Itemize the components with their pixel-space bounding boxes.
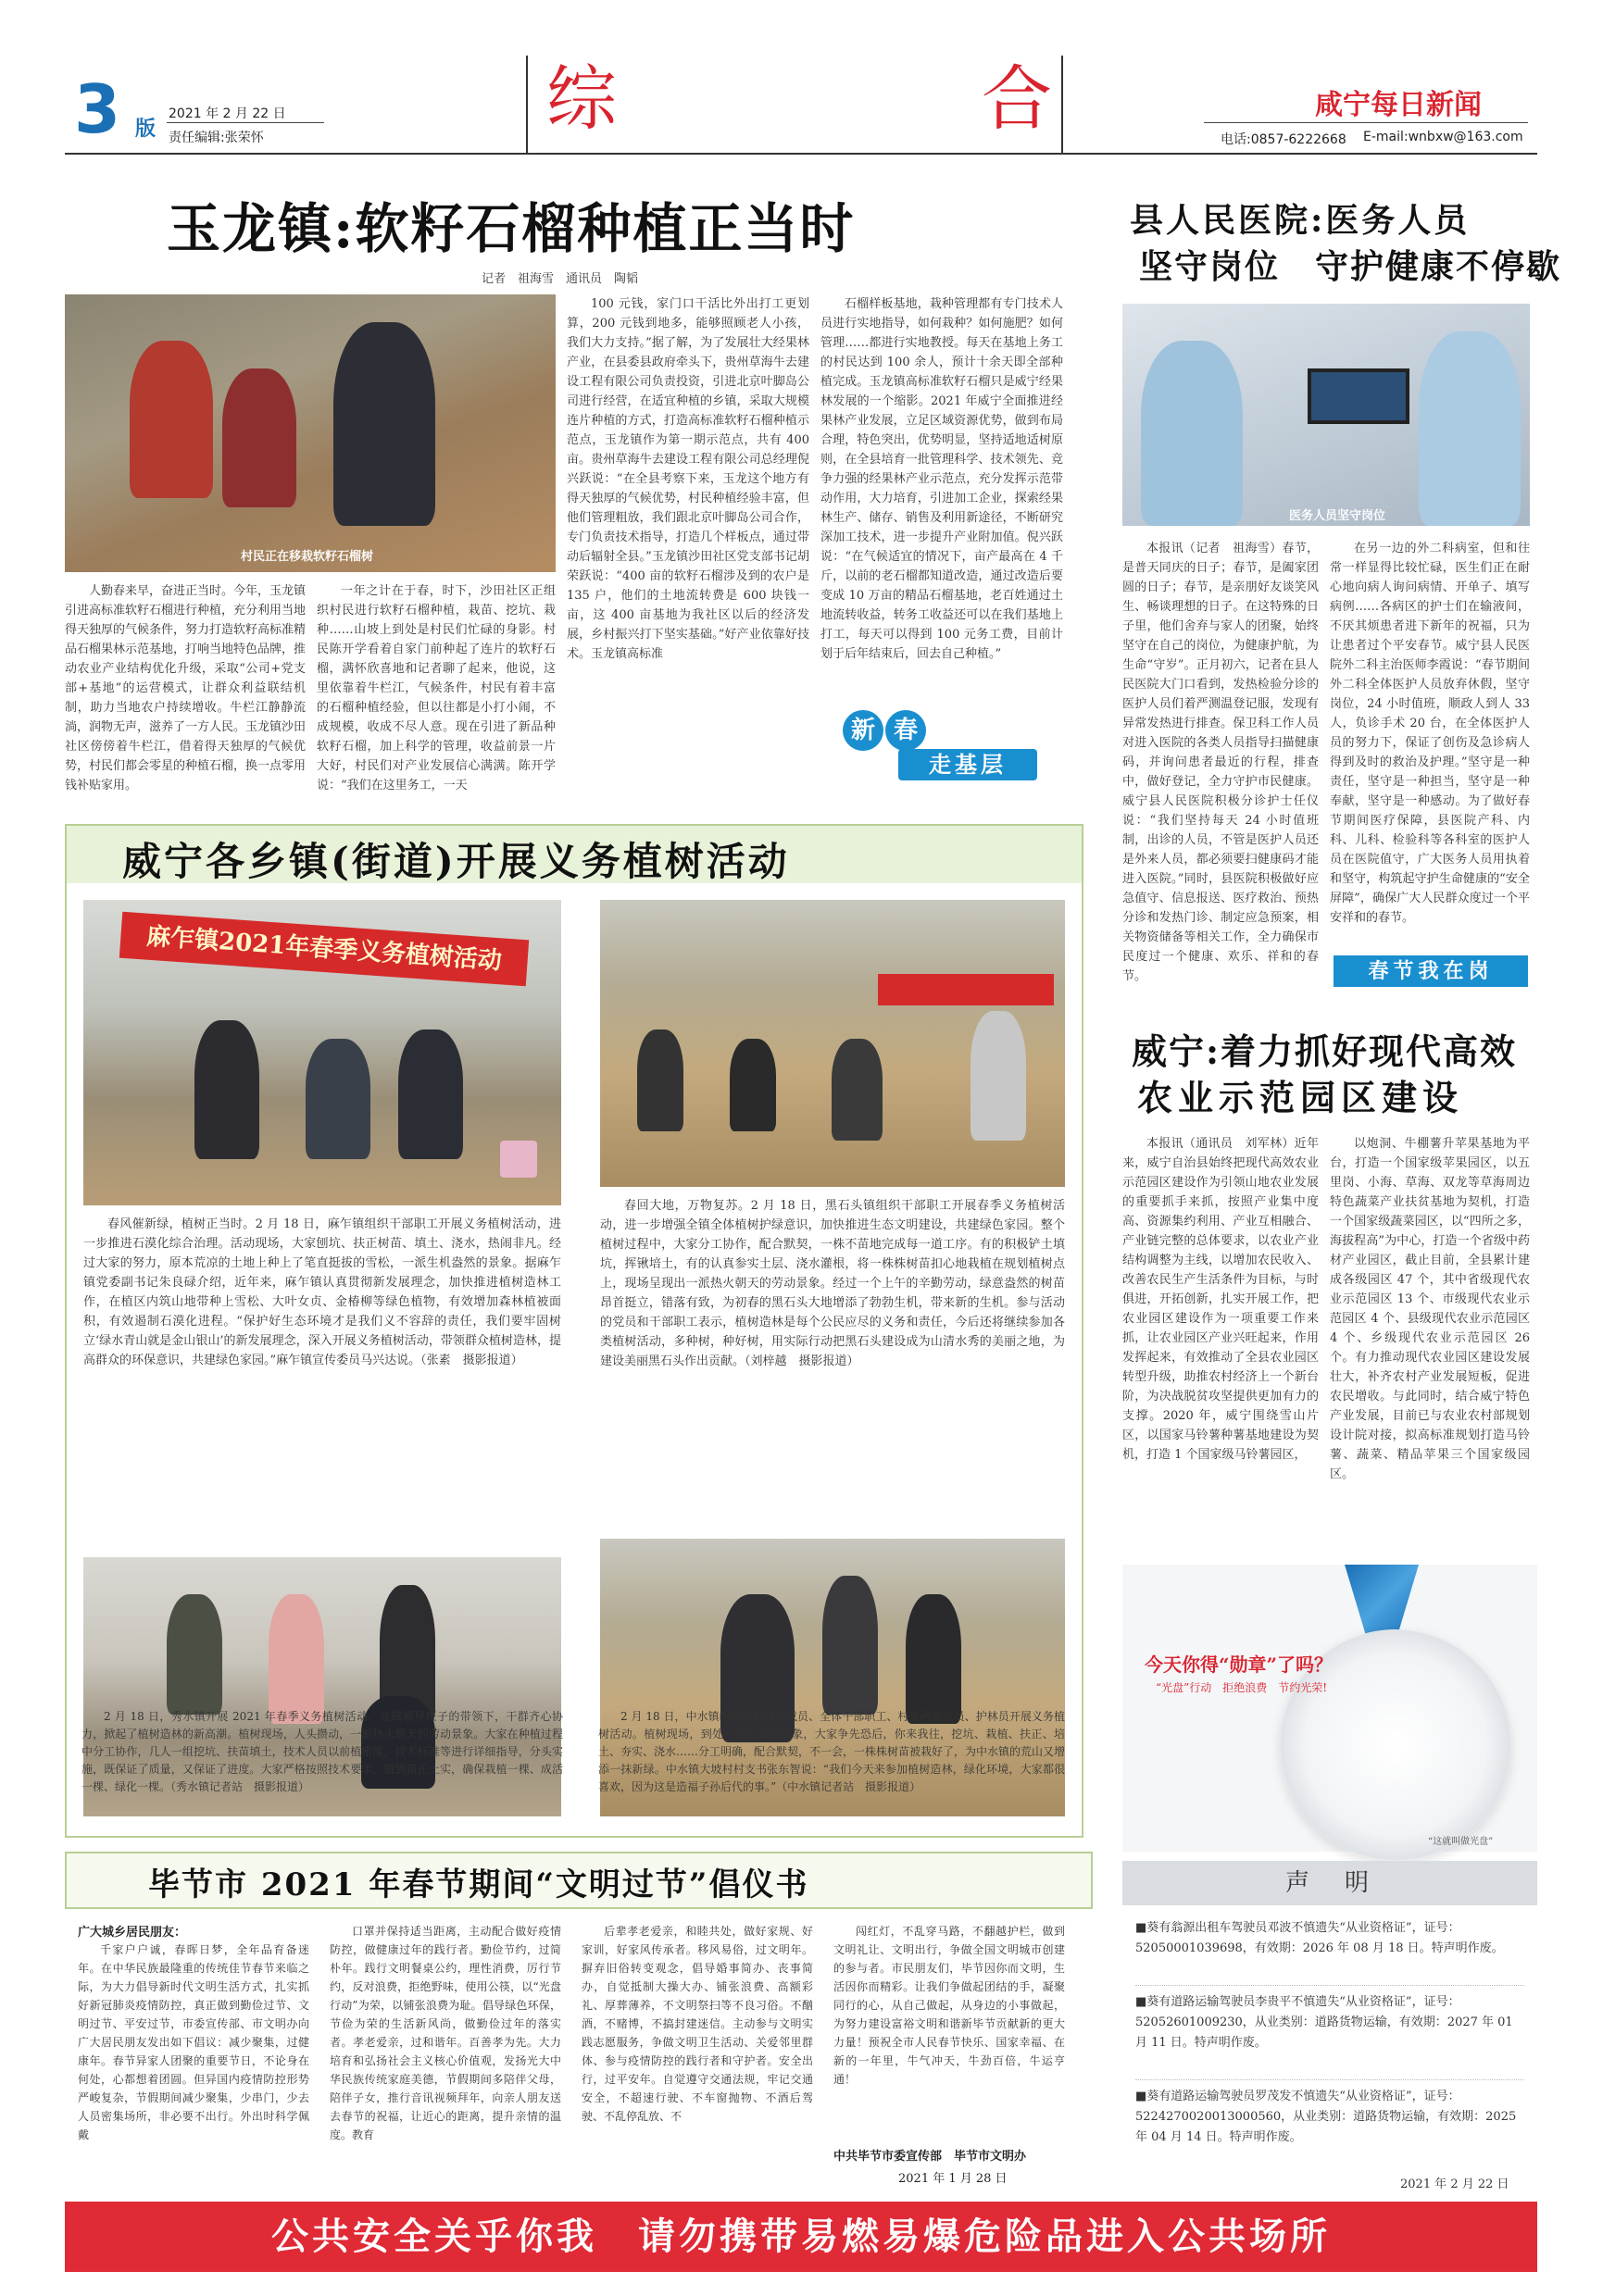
article-headline-line1: 县人民医院:医务人员 [1130, 201, 1471, 240]
badge-circle: 春 [885, 710, 926, 751]
page-unit: 版 [135, 118, 157, 141]
photo-figure [971, 1011, 1026, 1141]
article-column-3: 100 元钱，家门口干活比外出打工更划算，200 元钱到地多，能够照顾老人小孩，我们大力支持。”据了解，为了发展壮大经果林产业，在县委县政府牵头下，贵州草海牛去建设工程有限公司负责投资，引进北京叶脚岛公司进行经营，在适宜种植的乡镇，采取大规模连片种植的方式，打造高标准软籽石榴种植示范点，玉龙镇作为第一期示范点，共有 400 亩。贵州草海牛去建设工程有限公司总经理倪兴跃说：“在全县考察下来，玉龙这个地方有得天独厚的气候优势，村民种植经验丰富，但他们管理粗放，我们跟北京叶脚岛公司合作，专门负责技术指导，打造几个样板点，通过带动后辐射全县。”玉龙镇沙田社区党支部书记胡荣跃说：“400 亩的软籽石榴涉及到的农户是 135 户，他们的土地流转费是 600 块钱一亩，这 400 亩基地为我社区以后的经济发展，乡村振兴打下坚实基础。”好产业依靠好技术。玉龙镇高标准 [567, 297, 809, 661]
notice-item: ■葵有道路运输驾驶员李贵平不慎遗失“从业资格证”，证号：520526010092​30，从业类别：道路货物运输，有效期：2027 年 01 月 11 日。特声明作废。 [1135, 1995, 1513, 2050]
badge-ribbon: 走基层 [898, 749, 1037, 780]
event-banner [119, 912, 529, 987]
article-column-2: 以炮洞、牛棚薯升苹果基地为平台，打造一个国家级苹果园区，以五里岗、小海、草海、双龙等草海周边特色蔬菜产业扶贫基地为契机，打造一个国家级蔬菜园区，以“四所之多，海拔程高”为中心，打造一个省级中药材产业园区，截止目前，全县累计建成各级园区 47 个，其中省级现代农业示范园区 13 个、市级现代农业示范园区 4 个、县级现代农业示范园区 4 个、乡级现代农业示范园区 26 个。有力推动现代农业园区建设发展壮大，补齐农村产业发展短板，促进农民增收。与此同时，结合威宁特色产业发展，目前已与农业农村部规划设计院对接，拟高标准规划打造马铃薯、蔬菜、精品苹果三个国家级园区。 [1330, 1137, 1530, 1481]
masthead-rule [1204, 122, 1528, 123]
article-byline: 记者 祖海雪 通讯员 陶韬 [482, 272, 639, 286]
photo-figure [222, 368, 296, 507]
notice-divider [1135, 2079, 1524, 2080]
paper-name: 咸宁每日新闻 [1315, 89, 1482, 121]
event-banner [878, 974, 1054, 1005]
clean-plate-ad [1122, 1565, 1537, 1852]
section-title-right: 合 [982, 57, 1052, 140]
article-column-2: 一年之计在于春，时下，沙田社区正组织村民进行软籽石榴种植，栽苗、挖坑、栽种……山坡上到处是村民们忙碌的身影。村民陈开学看着自家门前种起了连片的软籽石榴，满怀欣喜地和记者聊了起来，他说，这里依靠着牛栏江，气候条件，村民有着丰富的石榴种植经验，但以往都是小打小闹，不成规模，收成不尽人意。现在引进了新品种软籽石榴，加上科学的管理，收益前景一片大好，村民们对产业发展信心满满。陈开学说：“我们在这里务工，一天 [317, 584, 556, 792]
article-column-1: 本报讯（记者 祖海雪）春节，是普天同庆的日子；春节，是阖家团圆的日子；春节，是亲朋好友谈笑风生、畅谈理想的日子。在这特殊的日子里，他们舍弃与家人的团聚，始终坚守在自己的岗位，为健康护航，为生命“守岁”。正月初六，记者在县人民医院大门口看到，发热检验分诊的医护人员们着严测温登记服，发现有异常发热进行排查。保卫科工作人员对进入医院的各类人员指导扫描健康码，并询问患者最近的行程，排查中，做好登记，全力守护市民健康。威宁县人民医院积极分诊护士任仪说：“我们坚持每天 24 小时值班制，出诊的人员，不管是医护人员还是外来人员，都必须要扫健康码才能进入医院。”同时，县医院积极做好应急值守、信息报送、医疗救治、预热分诊和发热门诊、制定应急预案，相关物资储备等相关工作，全力确保市民度过一个健康、欢乐、祥和的春节。 [1122, 542, 1319, 983]
article-yulong [65, 176, 1083, 815]
article-photo [600, 900, 1065, 1187]
ad-headline: 今天你得“勋章”了吗？ [1145, 1653, 1334, 1676]
photo-figure [1141, 341, 1243, 526]
editor-credit: 责任编辑:张荣怀 [169, 131, 264, 145]
masthead-divider [167, 122, 324, 123]
photo-caption-block: 春风催新绿，植树正当时。2 月 18 日，麻乍镇组织干部职工开展义务植树活动，进一步推进石漠化综合治理。活动现场，大家刨坑、扶正树苗、填土、浇水，热闹非凡。经过大家的努力，原本荒凉的土地上种上了笔直挺拔的雪松，一派生机盎然的景象。据麻乍镇党委副书记朱良碌介绍，近年来，麻乍镇认真贯彻新发展理念，加快推进植树造林工作，在植区内筑山地带种上雪松、大叶女贞、金椿柳等绿色植物，有效增加森林植被面积，有效遏制石漠化进程。“保护好生态环境才是我们义不容辞的责任，我们要牢固树立‘绿水青山就是金山银山’的新发展理念，深入开展义务植树活动，带领群众植树造林，提高群众的环保意识，共建绿色家园。”麻乍镇宣传委员马兴达说。（张素 摄影报道） [83, 1217, 561, 1367]
on-duty-badge: 春节我在岗 [1334, 955, 1528, 987]
ad-corner-text: “这就叫做光盘” [1428, 1837, 1494, 1847]
photo-caption-block: 2 月 18 日，秀水镇开展 2021 年春季义务植树活动，在镇领导班子的带领下，干群齐心协力，掀起了植树造林的新高潮。植树现场，人头攒动，一派热火朝天的劳动景象。大家在种植过程中分工协作，几人一组挖坑、扶苗填土，技术人员以前植密度，技术标准等进行详细指导，分头实施，既保证了质量，又保证了进度。大家严格按照技术要求，做到苗正土实，确保栽植一棵、成活一棵、绿化一棵。（秀水镇记者站 摄影报道） [81, 1710, 563, 1793]
article-headline-line2: 农业示范园区建设 [1137, 1077, 1464, 1118]
notice-item: ■葵有道路运输驾驶员罗茂发不慎遗失“从业资格证”，证号：522427002001​30005​60，从业类别：道路货物运输，有效期：2025 年 04 月 14 日。特声明作废。 [1135, 2090, 1517, 2144]
photo-figure [333, 322, 435, 526]
article-column-1: 千家户户诚，春晖日梦，全年品育备迷年。在中华民族最隆重的传统佳节春节来临之际，为大力倡导新时代文明生活方式，扎实抓好新冠肺炎疫情防控，真正做到勤俭过节、文明过节、平安过节，市委宣传部、市文明办向广大居民朋友发出如下倡议：减少聚集，过健康年。春节异家人团聚的重要节日，不论身在何处，心都想着团圆。但异国内疫情防控形势严峻复杂，节假期间减少聚集，少串门，少去人员密集场所，非必要不出行。外出时科学佩戴 [78, 1943, 309, 2141]
section-title-left: 综 [546, 57, 617, 140]
article-hospital [1111, 176, 1562, 991]
event-banner-text: 麻乍镇2021年春季义务植树活动 [145, 922, 503, 976]
article-column-3: 后辈孝老爱亲，和睦共处，做好家规、好家训，好家风传承者。移风易俗，过文明年。摒弃旧俗转变观念，倡导婚事简办、丧事简办，自觉抵制大操大办、铺张浪费、高额彩礼、厚葬薄养，不文明祭扫等不良习俗。不酗酒，不赌博，不搞封建迷信。主动参与文明实践志愿服务，争做文明卫生活动、关爱邻里群体、参与疫情防控的践行者和守护者。安全出行，过平安年。自觉遵守交通法规，牢记交通安全，不超速行驶、不车窗抛物、不酒后驾驶、不乱停乱放、不 [582, 1925, 813, 2123]
issue-date: 2021 年 2 月 22 日 [169, 106, 286, 121]
article-tree-planting [65, 824, 1083, 1838]
notice-date: 2021 年 2 月 22 日 [1400, 2177, 1509, 2191]
article-headline-line1: 威宁:着力抓好现代高效 [1132, 1030, 1518, 1072]
photo-figure [1419, 331, 1521, 526]
page-number: 3 [74, 70, 121, 148]
contact-phone: 电话:0857-6222668 [1221, 132, 1346, 147]
notice-divider [1135, 1985, 1524, 1986]
article-column-2: 口罩并保持适当距离，主动配合做好疫情防控，做健康过年的践行者。勤俭节约，过简朴年。践行文明餐桌公约，理性消费，厉行节约，反对浪费，拒绝野味，使用公筷，以“光盘行动”为荣，以铺张浪费为耻。倡导绿色环保，节俭为荣的生活新风尚，做勤俭过年的落实者。孝老爱亲，过和谐年。百善孝为先。大力培育和弘扬社会主义核心价值观，发扬光大中华民族传统家庭美德，节假期间多陪伴父母，陪伴子女，推行音讯视频拜年，向亲人朋友送去春节的祝福，让近心的距离，提升亲情的温度。教育 [330, 1925, 561, 2141]
masthead [0, 0, 1603, 157]
notice-title: 声 明 [1284, 1869, 1374, 1897]
photo-caption-block: 2 月 18 日，中水镇组织党政班子成员、全体干部职工、村支两委成员、护林员开展义务植树活动。植树现场，到处一片忙碌的景象，大家争先恐后，你来我往，挖坑、栽植、扶正、培土、夯实、浇水……分工明确，配合默契，不一会，一株株树苗被栽好了，为中水镇的荒山又增添一抹新绿。中水镇大坡村村支书张东智说：“我们今天来参加植树造林，绿化环境，大家都很喜欢，因为这是造福子孙后代的事。”（中水镇记者站 摄影报道） [598, 1710, 1066, 1793]
salutation: 广大城乡居民朋友： [78, 1926, 187, 1940]
photo-figure [194, 1020, 259, 1159]
ad-subline: “光盘”行动 拒绝浪费 节约光荣! [1156, 1681, 1328, 1694]
article-headline-line2: 坚守岗位 守护健康不停歇 [1139, 247, 1562, 286]
footer-slogan: 公共安全关乎你我 请勿携带易燃易爆危险品进入公共场所 [271, 2215, 1331, 2258]
article-photo [1122, 304, 1530, 526]
section-box-line [526, 56, 1063, 154]
article-column-2: 在另一边的外二科病室，但和往常一样显得比较忙碌，医生们正在耐心地向病人询问病情、开单子、填写病例……各病区的护士们在输液间，不厌其烦患者进下新年的祝福，只为让患者过个平安春节。威宁县人民医院外二科主治医师李霞说：“春节期间外二科全体医护人员放弃休假，坚守岗位，24 小时值班，顺政人到人 33 人，负诊手术 20 台，在全体医护人员的努力下，保证了创伤及急诊病人得到及时的救治及护理。”坚守是一种责任，坚守是一种担当，坚守是一种奉献，坚守是一种感动。为了做好春节期间医疗保障，县医院产科、内科、儿科、检验科等各科室的医护人员在医院值守，广大医务人员用执着和坚守，构筑起守护生命健康的“安全屏障”，确保广大人民群众度过一个平安祥和的春节。 [1330, 542, 1530, 925]
footer-slogan-bar [65, 2202, 1537, 2272]
article-photo [83, 900, 561, 1205]
photo-figure [822, 1576, 878, 1715]
photo-caption: 医务人员坚守岗位 [1289, 509, 1386, 523]
photo-caption-block: 春回大地，万物复苏。2 月 18 日，黑石头镇组织干部职工开展春季义务植树活动，进一步增强全镇全体植树护绿意识，加快推进生态文明建设，共建绿色家园。整个植树过程中，大家分工协作，配合默契，一株不苗地完成每一道工序。有的积极铲土填坑，挥锹培土，有的认真参实土层、浇水灌根，将一株株树苗扣心地栽植在规划植树点上，现场呈现出一派热火朝天的劳动景象。经过一个上午的辛勤劳动，绿意盎然的树苗昂首挺立，错落有致，为初春的黑石头大地增添了勃勃生机，带来新的生机。参与活动的党员和干部职工表示，植树造林是每个公民应尽的义务和责任，今后还将继续参加各类植树活动，多种树，种好树，用实际行动把黑石头建设成为山清水秀的美丽之地，为建设美丽黑石头作出贡献。（刘梓越 摄影报道） [600, 1199, 1065, 1368]
article-column-4: 石榴样板基地，栽种管理都有专门技术人员进行实地指导，如何栽种？如何施肥？如何管理……都进行实地教授。每天在基地上务工的村民达到 100 余人，预计十余天即全部种植完成。玉龙镇高标准软籽石榴只是威宁经果林发展的一个缩影。2021 年威宁全面推进经果林产业发展，立足区域资源优势，做到布局合理，特色突出，优势明显，坚持适地适树原则，在全县培育一批管理科学、技术领先、竞争力强的经果林产业示范点，充分发挥示范带动作用，大力培育，引进加工企业，探索经果林生产、储存、销售及利用新途径，不断研究深加工技术，进一步提升产业附加值。倪兴跃说：“在气候适宜的情况下，亩产最高在 4 千斤，以前的老石榴都知道改造，通过改造后要变成 10 万亩的精品石榴基地，老百姓通过土地流转收益，转务工收益还可以在我们基地上打工，每天可以得到 100 元务工费，目前计划于后年结束后，回去自己种植。” [820, 297, 1063, 661]
photo-figure [832, 1039, 883, 1141]
photo-figure [167, 1594, 222, 1715]
article-column-4: 闯红灯，不乱穿马路，不翻越护栏，做到文明礼让、文明出行，争做全国文明城市创建的参与者。市民朋友们，毕节因你而文明，生活因你而精彩。让我们争做起团结的手，凝聚同行的心，从自己做起，从身边的小事做起，为努力建设富裕文明和谐新毕节贡献新的更大力量！预祝全市人民春节快乐、国家幸福、在新的一年里，牛气冲天，牛劲百倍，牛运亨通！ [833, 1925, 1065, 2086]
article-civilized-proposal [65, 1852, 1111, 2194]
photo-caption: 村民正在移栽软籽石榴树 [241, 550, 374, 564]
signature: 中共毕节市委宣传部 毕节市文明办 [833, 2150, 1027, 2164]
notice-item: ■葵有翁源出租车驾驶员邓波不慎遗失“从业资格证”，证号：520500010396​98，有效期：2026 年 08 月 18 日。特声明作废。 [1135, 1921, 1504, 1955]
photo-figure [398, 1029, 463, 1159]
article-headline-prefix: 毕节市 [148, 1866, 248, 1903]
photo-figure [906, 1594, 961, 1724]
article-headline: 玉龙镇:软籽石榴种植正当时 [167, 197, 856, 260]
article-headline [148, 1859, 808, 1904]
article-headline: 威宁各乡镇(街道)开展义务植树活动 [122, 839, 790, 884]
photo-figure [306, 1039, 370, 1159]
photo-figure [269, 1594, 324, 1724]
medal-ribbon-icon [1345, 1565, 1419, 1639]
photo-figure [130, 341, 213, 498]
article-agri-park [1111, 1023, 1537, 1551]
article-column-1: 人勤春来早，奋进正当时。今年，玉龙镇引进高标准软籽石榴进行种植，充分利用当地得天独厚的气候条件，努力打造软籽高标准精品石榴果林示范基地，打响当地特色品牌，推动农业产业结构优化升级，采取“公司+党支部+基地”的运营模式，让群众利益联结机制，助力当地农户持续增收。牛栏江静静流淌，润物无声，滋养了一方人民。玉龙镇沙田社区傍傍着牛栏江，借着得天独厚的气候优势，村民们都会零星的种植石榴，换一点零用钱补贴家用。 [65, 584, 307, 792]
article-photo [65, 294, 556, 572]
badge-circle: 新 [843, 710, 883, 751]
photo-figure [730, 1039, 776, 1131]
sign-date: 2021 年 1 月 28 日 [898, 2172, 1008, 2186]
article-column-1: 本报讯（通讯员 刘军林）近年来，威宁自治县始终把现代高效农业示范园区建设作为引领山地农业发展的重要抓手来抓，按照产业集中度高、资源集约利用、产业互相融合、产业链完整的总体要求，以农业产业结构调整为主线，以增加农民收入、改善农民生产生活条件为目标，与时俱进，开拓创新，扎实开展工作，把农业园区建设作为一项重要工作来抓，让农业园区产业兴旺起来，作用发挥起来，有效推动了全县农业园区转型升级，助推农村经济上一个新台阶，为决战脱贫攻坚提供更加有力的支撑。2020 年，威宁围绕雪山片区，以国家马铃薯种薯基地建设为契机，打造 1 个国家级马铃薯园区， [1122, 1137, 1319, 1462]
notice-box [1122, 1861, 1537, 2194]
article-headline-year: 2021 [260, 1866, 357, 1903]
new-spring-badge [843, 708, 1046, 782]
photo-figure [637, 1029, 683, 1131]
monitor-screen [1308, 368, 1409, 424]
bucket [500, 1141, 537, 1178]
contact-email: E-mail:wnbxw@163.com [1363, 130, 1523, 144]
article-headline-suffix: 年春节期间“文明过节”倡仪书 [369, 1866, 809, 1903]
